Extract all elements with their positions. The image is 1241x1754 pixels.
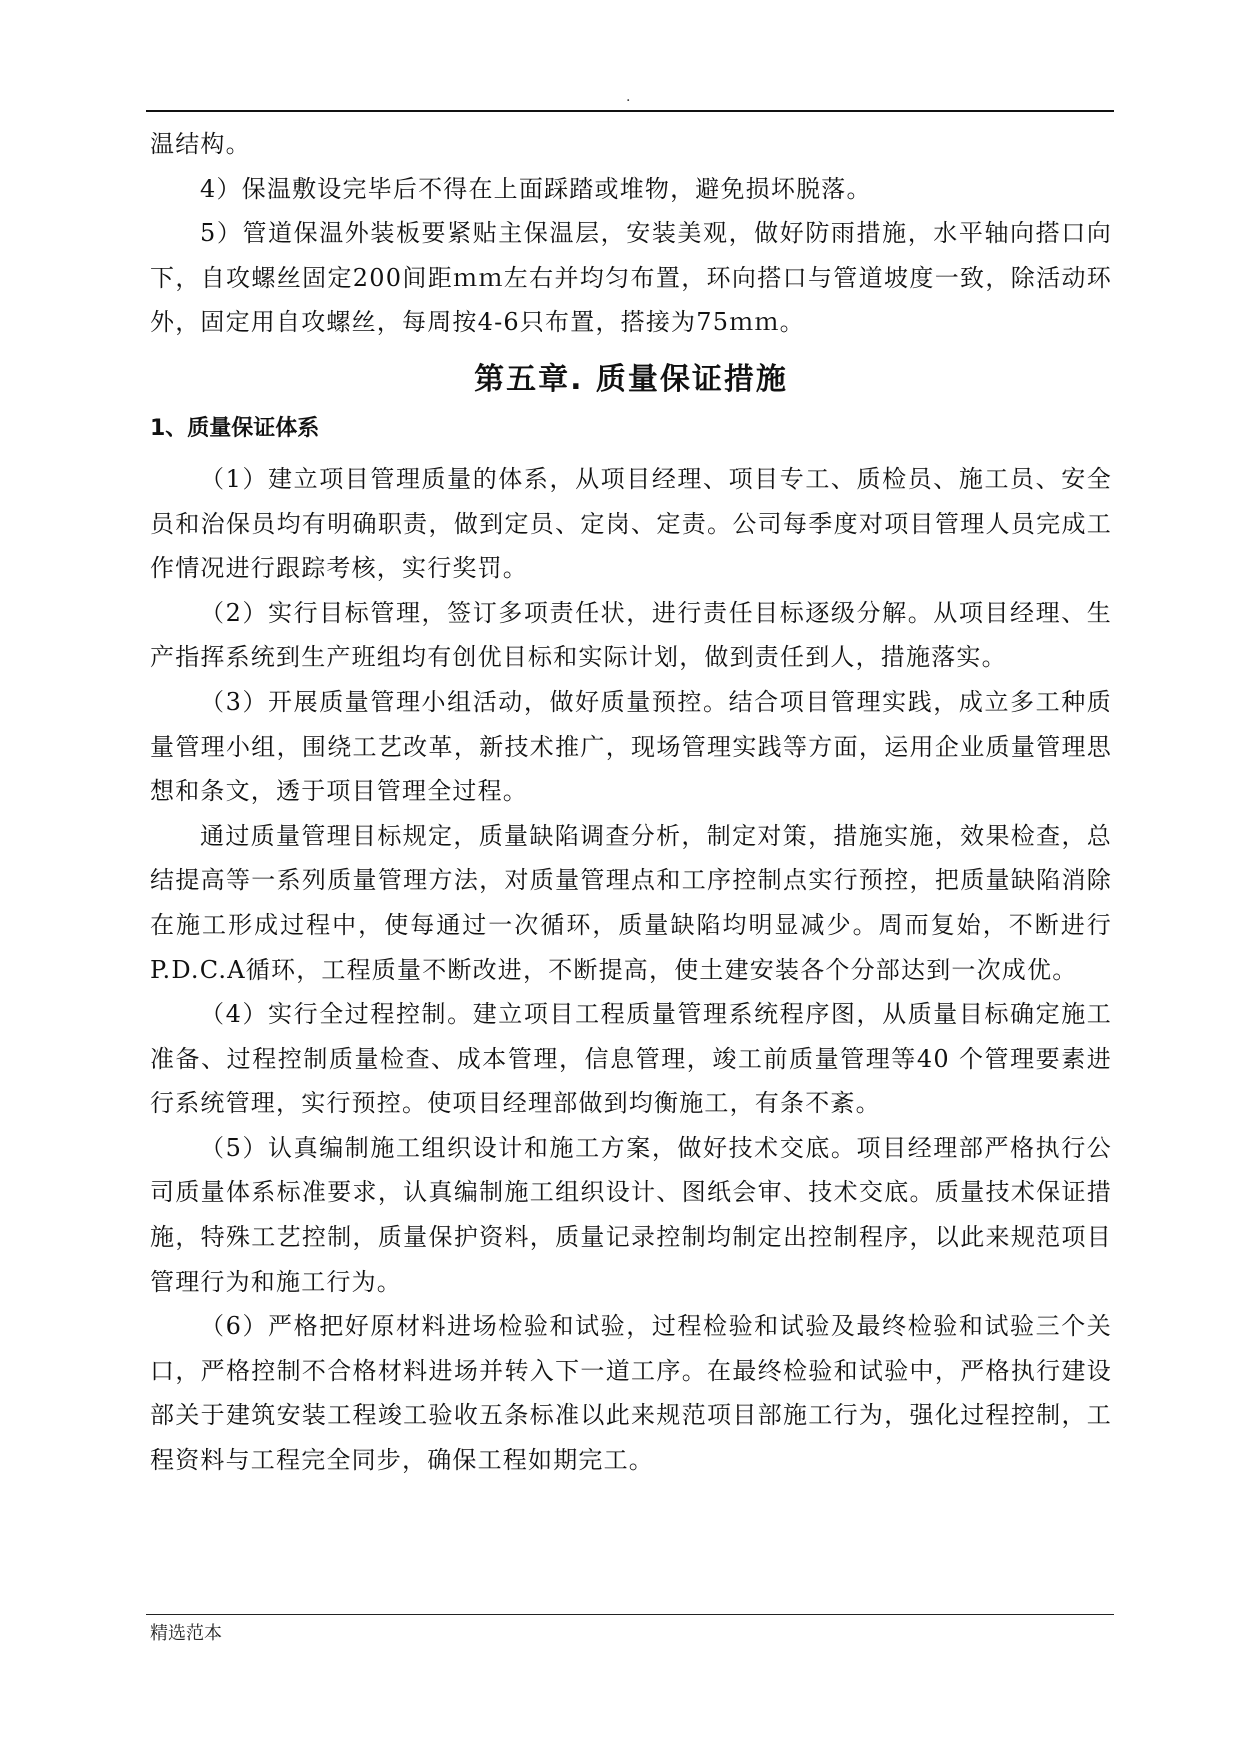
paragraph-6: （6）严格把好原材料进场检验和试验，过程检验和试验及最终检验和试验三个关口，严格控制不合格材料进场并转入下一道工序。在最终检验和试验中，严格执行建设部关于建筑安装工程竣工验收五条标准以此来规范项目部施工行为，强化过程控制，工程资料与工程完全同步，确保工程如期完工。 <box>150 1312 1112 1475</box>
chapter-title: 第五章. 质量保证措施 <box>474 361 788 397</box>
paragraph-continuation: 温结构。 <box>150 130 251 158</box>
paragraph-5: （5）认真编制施工组织设计和施工方案，做好技术交底。项目经理部严格执行公司质量体系标准要求，认真编制施工组织设计、图纸会审、技术交底。质量技术保证措施，特殊工艺控制，质量保护资料，质量记录控制均制定出控制程序，以此来规范项目管理行为和施工行为。 <box>150 1133 1112 1296</box>
paragraph-2: （2）实行目标管理，签订多项责任状，进行责任目标逐级分解。从项目经理、生产指挥系统到生产班组均有创优目标和实际计划，做到责任到人，措施落实。 <box>150 598 1112 672</box>
paragraph-1: （1）建立项目管理质量的体系，从项目经理、项目专工、质检员、施工员、安全员和治保员均有明确职责，做到定员、定岗、定责。公司每季度对项目管理人员完成工作情况进行跟踪考核，实行奖罚。 <box>150 464 1112 583</box>
header-dot: . <box>626 89 631 105</box>
footer-rule <box>146 1614 1114 1615</box>
paragraph-item-4: 4）保温敷设完毕后不得在上面踩踏或堆物，避免损坏脱落。 <box>200 174 872 203</box>
header-rule <box>146 110 1114 112</box>
document-body <box>150 122 1112 1483</box>
paragraph-pdca: 通过质量管理目标规定，质量缺陷调查分析，制定对策，措施实施，效果检查，总结提高等一系列质量管理方法，对质量管理点和工序控制点实行预控，把质量缺陷消除在施工形成过程中，使每通过一次循环，质量缺陷均明显减少。周而复始，不断进行P.D.C.A循环，工程质量不断改进，不断提高，使土建安装各个分部达到一次成优。 <box>150 821 1112 984</box>
footer-text: 精选范本 <box>150 1623 222 1644</box>
paragraph-item-5: 5）管道保温外装板要紧贴主保温层，安装美观，做好防雨措施，水平轴向搭口向下，自攻螺丝固定200间距ｍｍ左右并均匀布置，环向搭口与管道坡度一致，除活动环外，固定用自攻螺丝，每周按4-6只布置，搭接为75ｍｍ。 <box>150 219 1112 337</box>
section-title: 1、质量保证体系 <box>150 415 320 441</box>
paragraph-3: （3）开展质量管理小组活动，做好质量预控。结合项目管理实践，成立多工种质量管理小组，围绕工艺改革，新技术推广，现场管理实践等方面，运用企业质量管理思想和条文，透于项目管理全过程。 <box>150 687 1112 806</box>
paragraph-4: （4）实行全过程控制。建立项目工程质量管理系统程序图，从质量目标确定施工准备、过程控制质量检查、成本管理，信息管理，竣工前质量管理等40 个管理要素进行系统管理，实行预控。使项目经理部做到均衡施工，有条不紊。 <box>150 1000 1112 1118</box>
